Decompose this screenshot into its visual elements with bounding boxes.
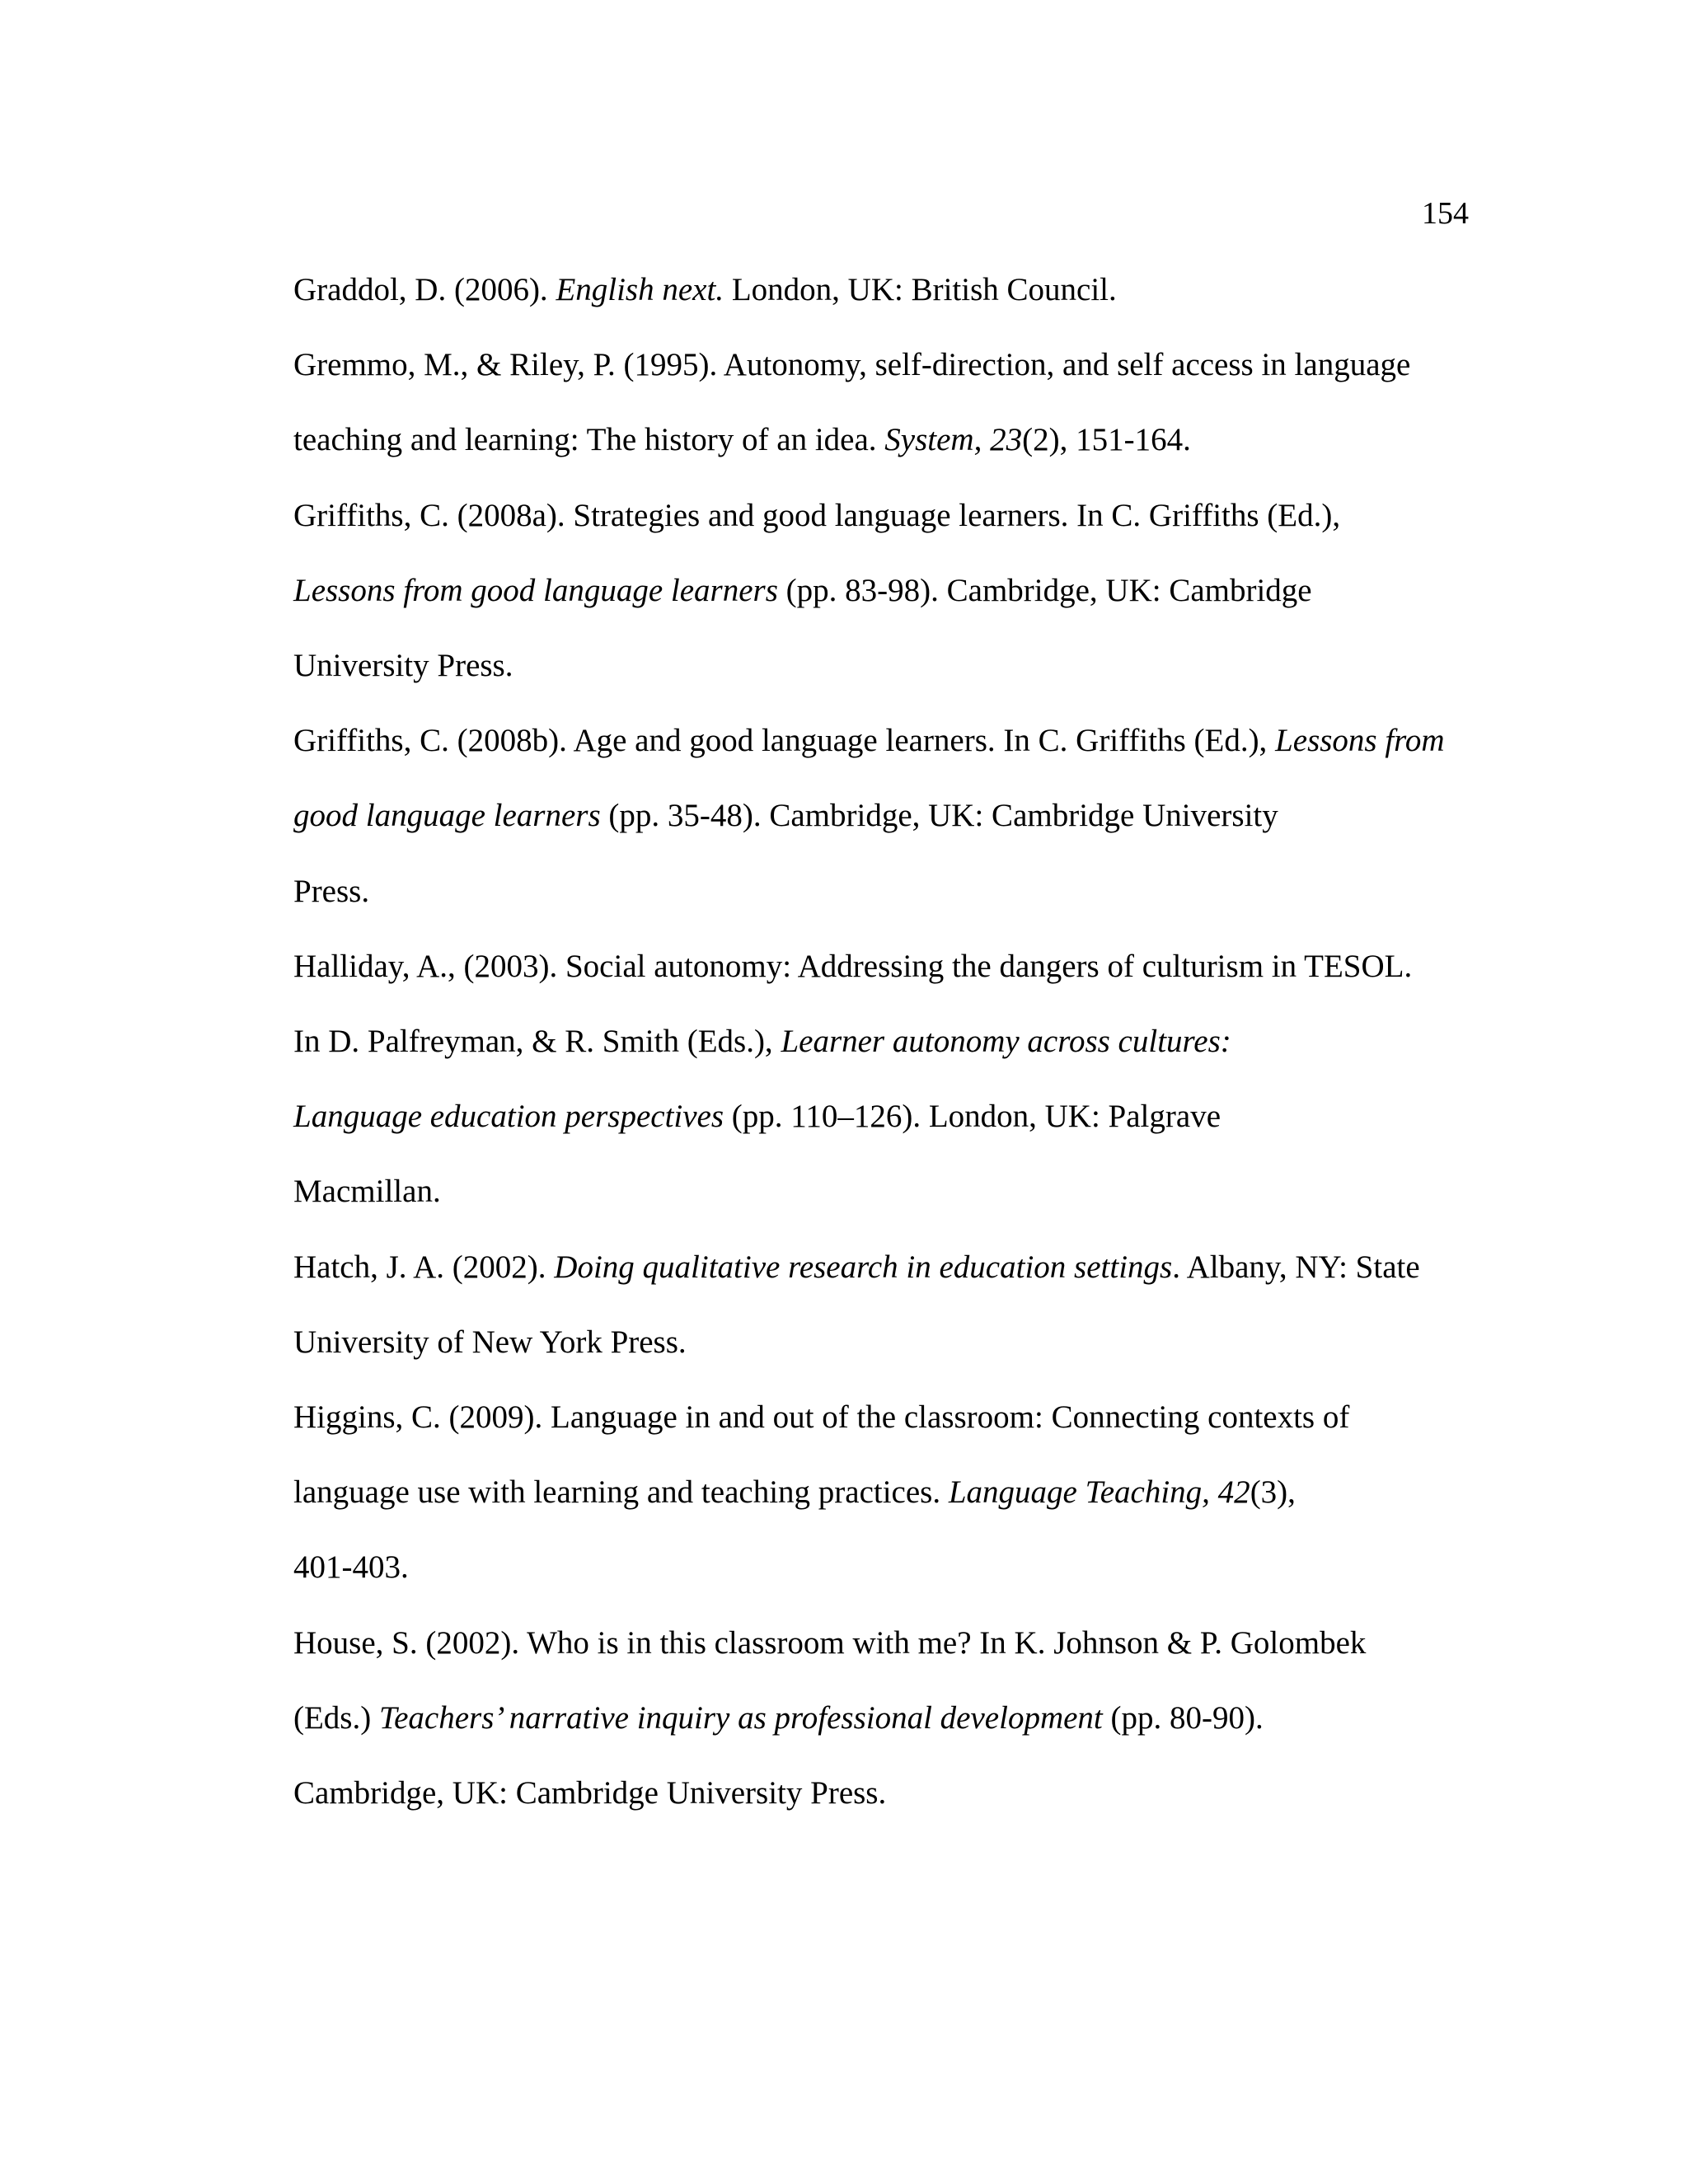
reference-italic-text: good language learners	[293, 798, 601, 834]
reference-entry	[293, 1605, 1477, 1831]
reference-text: (Eds.)	[293, 1699, 379, 1736]
reference-text: House, S. (2002). Who is in this classroom with me? In K. Johnson & P. Golombek	[293, 1624, 1367, 1661]
reference-text: (3),	[1250, 1474, 1296, 1511]
reference-italic-text: Language Teaching, 42	[948, 1474, 1250, 1511]
reference-text: teaching and learning: The history of an idea.	[293, 422, 885, 458]
reference-line	[293, 1530, 1477, 1605]
reference-italic-text: Teachers’ narrative inquiry as professional development	[378, 1699, 1103, 1736]
reference-italic-text: English next.	[556, 272, 724, 307]
reference-line	[293, 1380, 1477, 1455]
reference-text: 401-403.	[293, 1549, 409, 1586]
reference-line	[293, 1230, 1477, 1305]
reference-text: University Press.	[293, 648, 513, 684]
reference-line	[293, 703, 1477, 778]
reference-entry	[293, 1380, 1477, 1605]
reference-line	[293, 1305, 1477, 1380]
reference-italic-text: Lessons from	[1275, 723, 1445, 759]
reference-italic-text: System, 23	[884, 422, 1023, 458]
reference-text: Press.	[293, 873, 370, 909]
reference-text: Hatch, J. A. (2002).	[293, 1249, 555, 1285]
reference-line	[293, 854, 1477, 929]
reference-line	[293, 478, 1477, 553]
reference-text: (2), 151-164.	[1022, 422, 1191, 458]
reference-line	[293, 252, 1477, 327]
reference-text: (pp. 80-90).	[1102, 1699, 1264, 1736]
reference-text: (pp. 35-48). Cambridge, UK: Cambridge University	[600, 798, 1278, 834]
reference-text: Graddol, D. (2006).	[293, 272, 556, 307]
reference-entry	[293, 252, 1477, 327]
reference-line	[293, 327, 1477, 402]
reference-line	[293, 628, 1477, 703]
reference-text: Higgins, C. (2009). Language in and out of the classroom: Connecting contexts of	[293, 1399, 1350, 1436]
reference-entry	[293, 703, 1477, 929]
reference-list	[293, 252, 1477, 1830]
reference-text: University of New York Press.	[293, 1324, 687, 1360]
reference-line	[293, 1680, 1477, 1755]
reference-text: (pp. 110–126). London, UK: Palgrave	[724, 1099, 1221, 1135]
reference-italic-text: Language education perspectives	[293, 1099, 724, 1135]
reference-text: London, UK: British Council.	[724, 272, 1117, 307]
reference-line	[293, 1605, 1477, 1680]
reference-line	[293, 402, 1477, 477]
reference-text: . Albany, NY: State	[1172, 1249, 1420, 1285]
reference-line	[293, 778, 1477, 853]
reference-text: Halliday, A., (2003). Social autonomy: Addressing the dangers of culturism in TESOL.	[293, 948, 1413, 984]
reference-text: language use with learning and teaching practices.	[293, 1474, 949, 1511]
reference-line	[293, 1755, 1477, 1830]
page-number: 154	[1422, 196, 1469, 231]
reference-line	[293, 1455, 1477, 1530]
reference-italic-text: Lessons from good language learners	[293, 572, 778, 608]
reference-entry	[293, 1230, 1477, 1380]
reference-entry	[293, 478, 1477, 704]
reference-text: Gremmo, M., & Riley, P. (1995). Autonomy, self-direction, and self access in language	[293, 347, 1411, 383]
reference-line	[293, 1004, 1477, 1079]
reference-line	[293, 1154, 1477, 1229]
reference-text: Cambridge, UK: Cambridge University Press.	[293, 1775, 887, 1811]
reference-entry	[293, 327, 1477, 477]
reference-text: Griffiths, C. (2008a). Strategies and good language learners. In C. Griffiths (Ed.),	[293, 497, 1341, 533]
reference-text: (pp. 83-98). Cambridge, UK: Cambridge	[777, 572, 1312, 608]
reference-italic-text: Doing qualitative research in education settings	[554, 1249, 1173, 1285]
reference-text: Macmillan.	[293, 1174, 441, 1210]
reference-line	[293, 929, 1477, 1004]
reference-text: Griffiths, C. (2008b). Age and good language learners. In C. Griffiths (Ed.),	[293, 723, 1276, 759]
reference-italic-text: Learner autonomy across cultures:	[781, 1024, 1231, 1060]
reference-entry	[293, 929, 1477, 1230]
reference-line	[293, 553, 1477, 628]
reference-line	[293, 1079, 1477, 1154]
reference-text: In D. Palfreyman, & R. Smith (Eds.),	[293, 1024, 781, 1060]
